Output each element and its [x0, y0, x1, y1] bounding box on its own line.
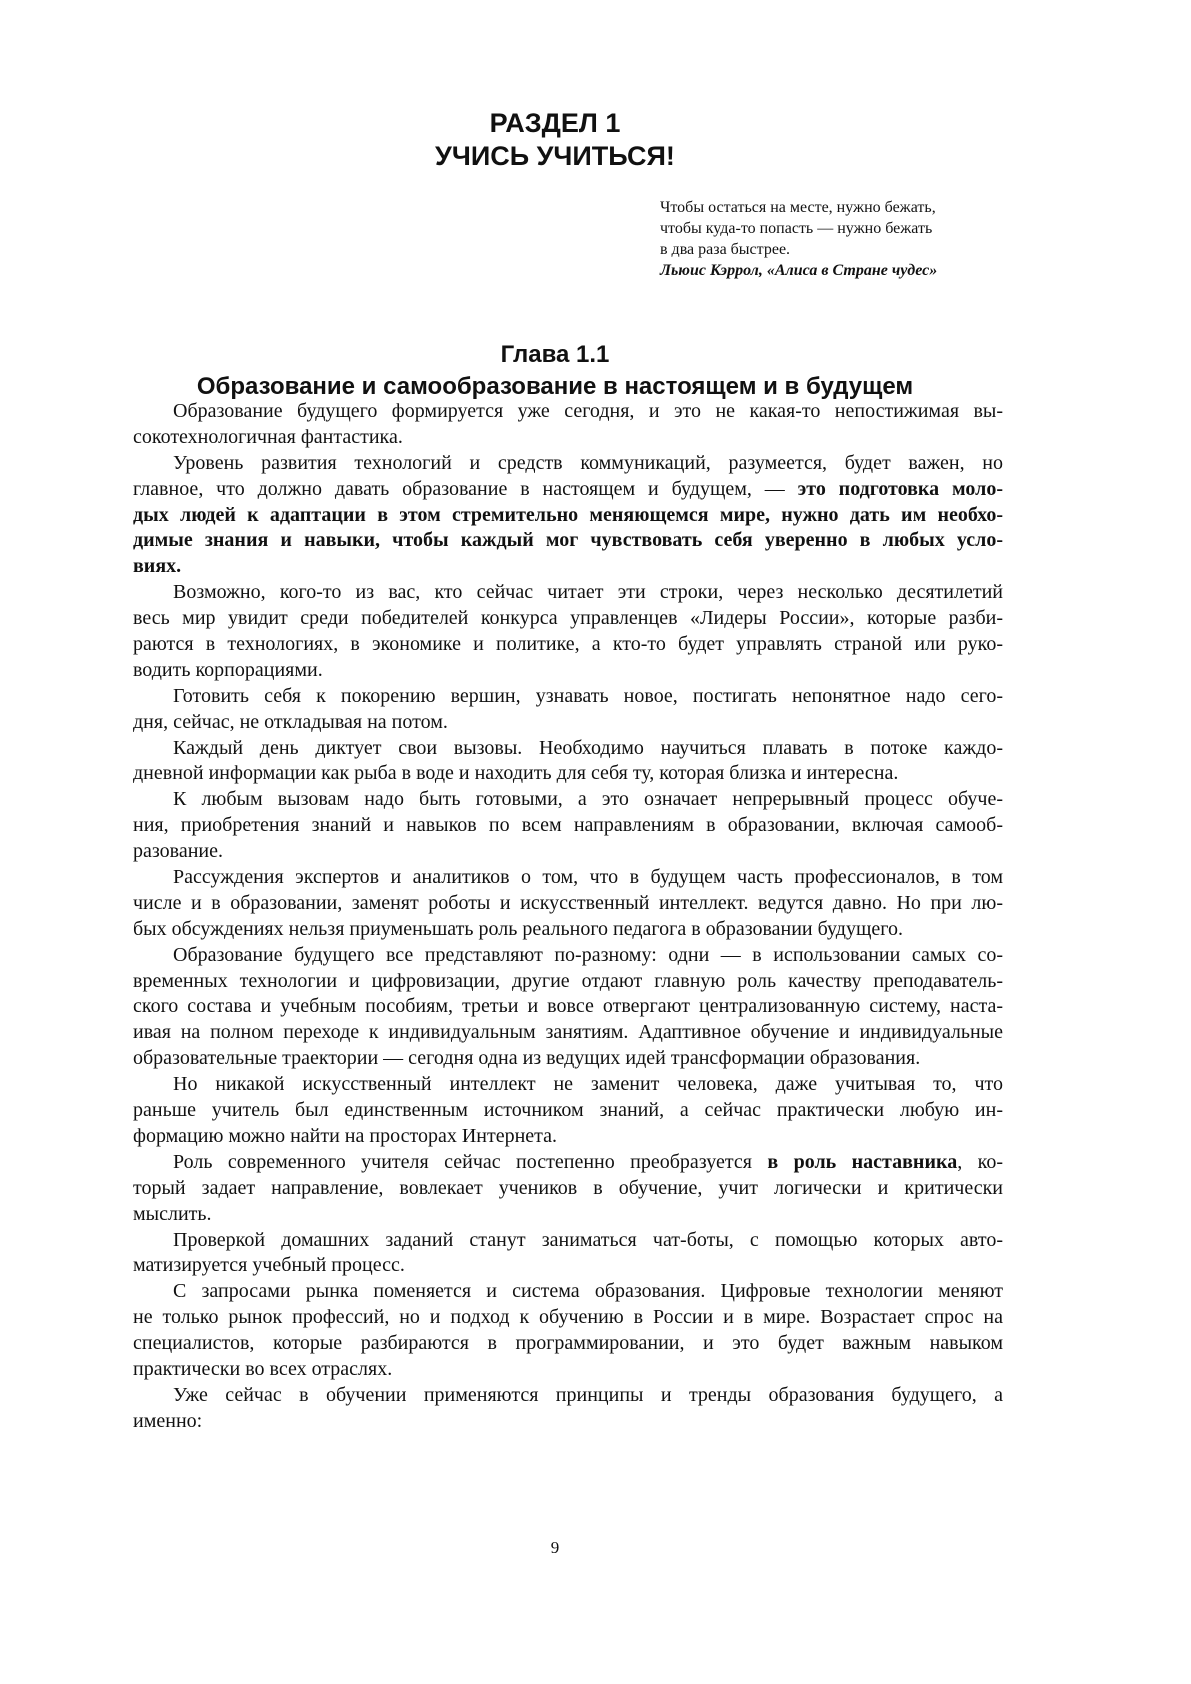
text-line: [133, 451, 1003, 477]
text-segment: весь мир увидит среди победителей конкурса управленцев «Лидеры России», которые разби-: [133, 607, 1003, 630]
text-segment: Но никакой искусственный интеллект не заменит человека, даже учитывая то, что: [173, 1073, 1003, 1096]
text-line: [133, 632, 1003, 658]
text-segment: матизируется учебный процесс.: [133, 1254, 405, 1277]
text-line: [133, 969, 1003, 995]
paragraph: [133, 736, 1003, 788]
text-line: [133, 1046, 1003, 1072]
text-line: [133, 1150, 1003, 1176]
text-line: [133, 1253, 1003, 1279]
text-line: [133, 891, 1003, 917]
paragraph: [133, 451, 1003, 580]
text-segment: временных технологии и цифровизации, другие отдают главную роль качеству преподаватель-: [133, 969, 1003, 992]
text-segment: главное, что должно давать образование в настоящем и будущем, —: [133, 477, 798, 500]
bold-text-segment: димые знания и навыки, чтобы каждый мог чувствовать себя уверенно в любых усло-: [133, 529, 1003, 552]
text-line: [133, 658, 1003, 684]
epigraph-line: Чтобы остаться на месте, нужно бежать,: [660, 199, 936, 216]
epigraph: [660, 197, 1000, 281]
section-title: РАЗДЕЛ 1: [489, 108, 621, 138]
paragraph: [133, 1150, 1003, 1228]
text-line: [133, 1409, 1003, 1435]
text-segment: К любым вызовам надо быть готовыми, а это означает непрерывный процесс обуче-: [173, 788, 1003, 811]
chapter-title: Образование и самообразование в настоящем и в будущем: [196, 373, 914, 400]
text-line: [133, 1202, 1003, 1228]
text-line: [133, 917, 1003, 943]
text-line: [133, 1176, 1003, 1202]
text-line: [133, 813, 1003, 839]
paragraph: [133, 1228, 1003, 1280]
text-segment: дневной информации как рыба в воде и находить для себя ту, которая близка и интересна.: [133, 762, 899, 785]
text-segment: Рассуждения экспертов и аналитиков о том, что в будущем часть профессионалов, в том: [173, 866, 1003, 889]
text-line: [133, 1124, 1003, 1150]
text-segment: Каждый день диктует свои вызовы. Необходимо научиться плавать в потоке каждо-: [173, 736, 1003, 759]
text-line: [133, 503, 1003, 529]
bold-text-segment: это подготовка моло-: [797, 477, 1003, 500]
text-segment: сокотехнологичная фантастика.: [133, 425, 403, 448]
text-segment: ского состава и учебным пособиям, третьи и вовсе отвергают централизованную систему, наста-: [133, 995, 1003, 1018]
epigraph-author: Льюис Кэррол, «Алиса в Стране чудес»: [660, 262, 938, 279]
text-line: [133, 994, 1003, 1020]
text-line: [133, 710, 1003, 736]
epigraph-line: в два раза быстрее.: [660, 241, 791, 258]
text-segment: бых обсуждениях нельзя приуменьшать роль реального педагога в образовании будущего.: [133, 917, 903, 940]
text-segment: Готовить себя к покорению вершин, узнавать новое, постигать непонятное надо сего-: [173, 684, 1003, 707]
text-line: [133, 761, 1003, 787]
text-segment: С запросами рынка поменяется и система образования. Цифровые технологии меняют: [173, 1280, 1003, 1303]
text-line: [133, 684, 1003, 710]
text-segment: , ко-: [957, 1150, 1003, 1173]
epigraph-line: чтобы куда-то попасть — нужно бежать: [660, 220, 933, 237]
paragraph: [133, 787, 1003, 865]
paragraph: [133, 943, 1003, 1072]
text-segment: числе и в образовании, заменят роботы и искусственный интеллект. ведутся давно. Но при лю-: [133, 891, 1003, 914]
text-segment: формацию можно найти на просторах Интернета.: [133, 1124, 558, 1147]
text-segment: Роль современного учителя сейчас постепенно преобразуется: [173, 1150, 768, 1173]
text-line: [133, 943, 1003, 969]
text-segment: именно:: [133, 1409, 203, 1432]
text-line: [133, 399, 1003, 425]
paragraph: [133, 1072, 1003, 1150]
paragraph: [133, 684, 1003, 736]
text-segment: Уже сейчас в обучении применяются принципы и тренды образования будущего, а: [173, 1383, 1003, 1406]
text-line: [133, 1357, 1003, 1383]
text-segment: Уровень развития технологий и средств коммуникаций, разумеется, будет важен, но: [173, 451, 1003, 474]
text-segment: раньше учитель был единственным источником знаний, а сейчас практически любую ин-: [133, 1099, 1003, 1122]
chapter-number: Глава 1.1: [500, 341, 610, 368]
text-line: [133, 865, 1003, 891]
text-segment: Образование будущего формируется уже сегодня, и это не какая-то непостижимая вы-: [173, 400, 1003, 422]
paragraph: [133, 580, 1003, 684]
text-segment: не только рынок профессий, но и подход к обучению в России и в мире. Возрастает спрос на: [133, 1306, 1003, 1329]
section-subtitle: УЧИСЬ УЧИТЬСЯ!: [435, 141, 675, 171]
text-line: [133, 1020, 1003, 1046]
text-line: [133, 1279, 1003, 1305]
bold-text-segment: в роль наставника: [767, 1150, 958, 1173]
text-segment: образовательные траектории — сегодня одна из ведущих идей трансформации образования.: [133, 1047, 921, 1070]
text-line: [133, 477, 1003, 503]
page-number: 9: [550, 1538, 560, 1557]
text-line: [133, 1305, 1003, 1331]
text-line: [133, 787, 1003, 813]
text-line: [133, 736, 1003, 762]
text-line: [133, 1331, 1003, 1357]
text-line: [133, 528, 1003, 554]
text-segment: раются в технологиях, в экономике и политике, а кто-то будет управлять страной или руко-: [133, 633, 1003, 656]
text-segment: практически во всех отраслях.: [133, 1357, 393, 1380]
text-segment: ния, приобретения знаний и навыков по всем направлениям в образовании, включая самооб-: [133, 814, 1003, 837]
text-line: [133, 839, 1003, 865]
text-segment: торый задает направление, вовлекает учеников в обучение, учит логически и критически: [133, 1176, 1003, 1199]
bold-text-segment: виях.: [133, 555, 182, 578]
bold-text-segment: дых людей к адаптации в этом стремительно меняющемся мире, нужно дать им необхо-: [133, 503, 1003, 526]
text-line: [133, 1072, 1003, 1098]
text-line: [133, 554, 1003, 580]
text-line: [133, 1383, 1003, 1409]
text-segment: разование.: [133, 840, 223, 863]
text-segment: специалистов, которые разбираются в программировании, и это будет важным навыком: [133, 1332, 1003, 1355]
body-text: [133, 399, 1003, 1435]
text-segment: ивая на полном переходе к индивидуальным занятиям. Адаптивное обучение и индивидуальные: [133, 1021, 1003, 1044]
paragraph: [133, 1279, 1003, 1383]
text-segment: Возможно, кого-то из вас, кто сейчас читает эти строки, через несколько десятилетий: [173, 581, 1003, 604]
paragraph: [133, 865, 1003, 943]
text-line: [133, 1228, 1003, 1254]
text-segment: мыслить.: [133, 1202, 212, 1225]
text-segment: Проверкой домашних заданий станут заниматься чат-боты, с помощью которых авто-: [173, 1228, 1003, 1251]
text-line: [133, 425, 1003, 451]
text-line: [133, 580, 1003, 606]
text-line: [133, 1098, 1003, 1124]
paragraph: [133, 399, 1003, 451]
text-segment: Образование будущего все представляют по-разному: одни — в использовании самых со-: [173, 943, 1003, 966]
text-segment: водить корпорациями.: [133, 658, 323, 681]
paragraph: [133, 1383, 1003, 1435]
text-line: [133, 606, 1003, 632]
text-segment: дня, сейчас, не откладывая на потом.: [133, 710, 448, 733]
